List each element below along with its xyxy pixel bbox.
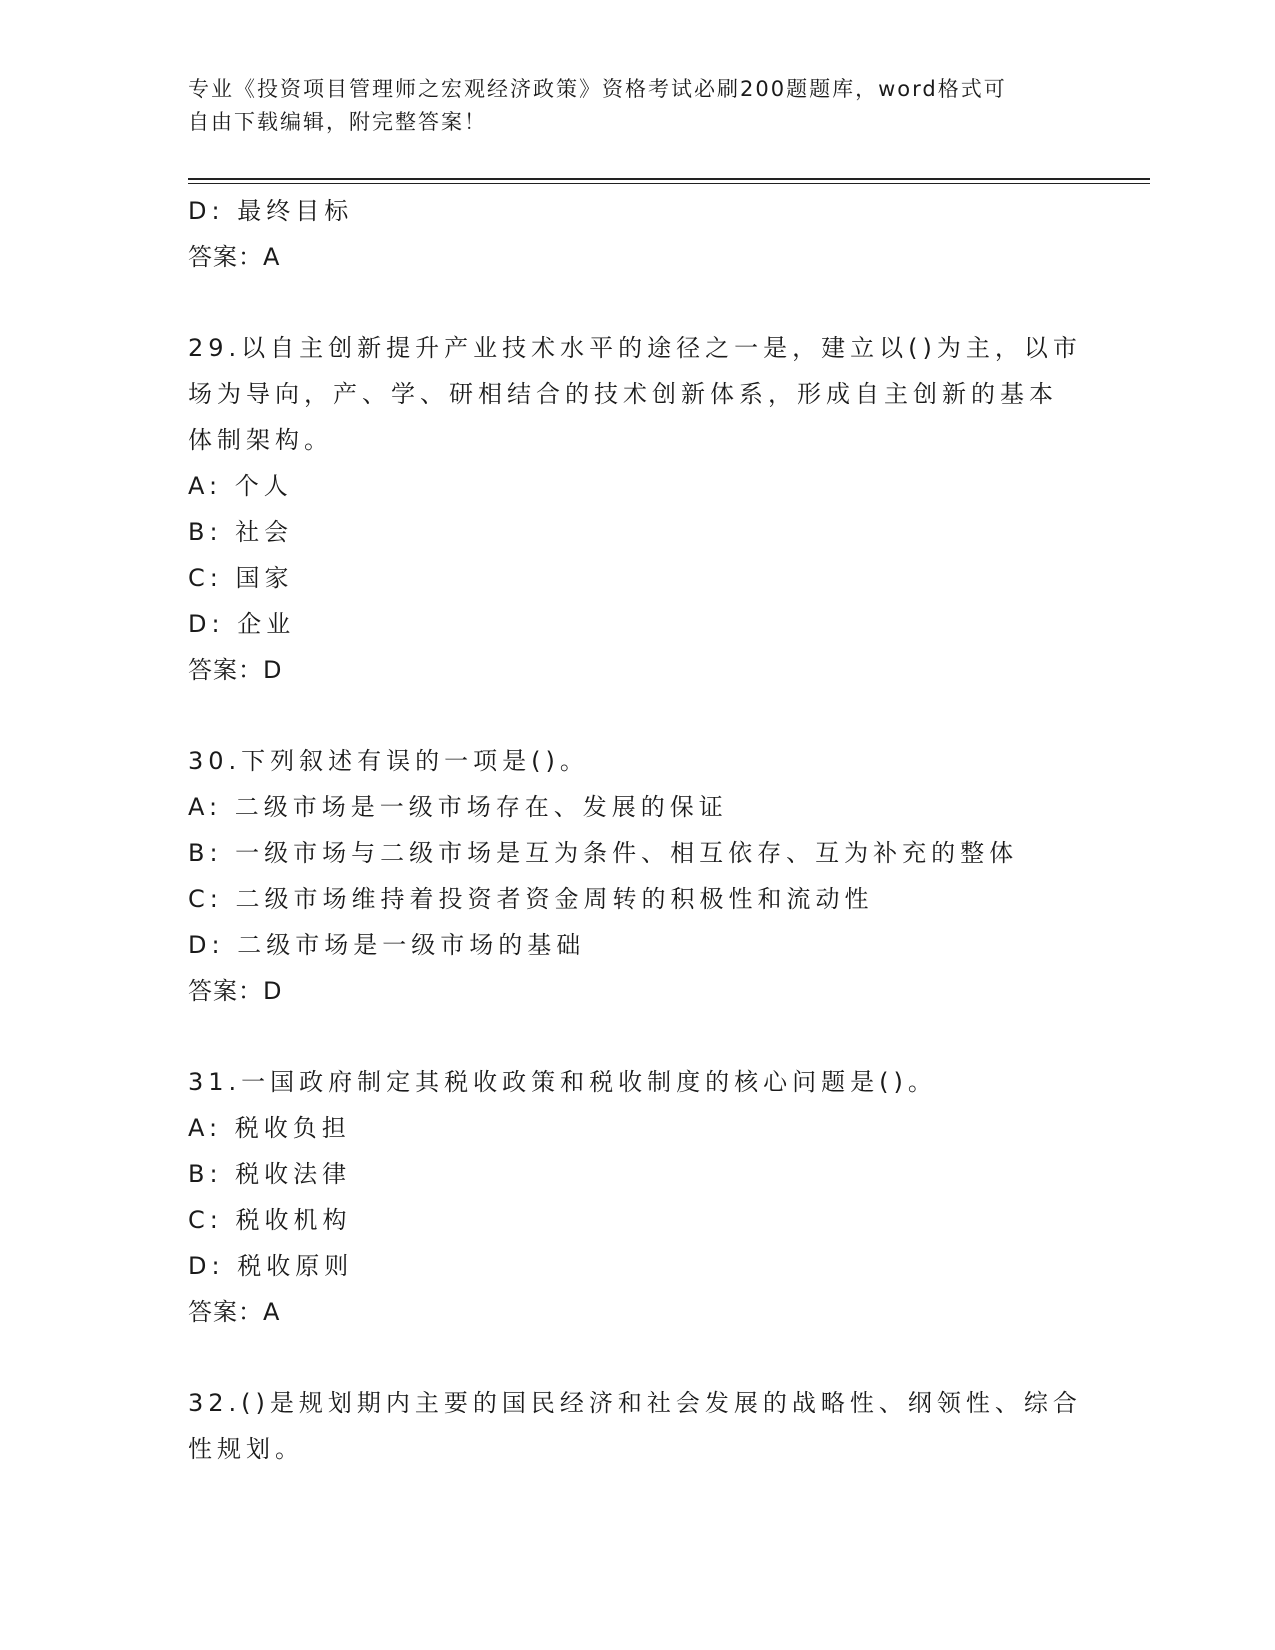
option-a: A: 个人 bbox=[188, 472, 293, 500]
header-line-1: 专业《投资项目管理师之宏观经济政策》资格考试必刷200题题库，word格式可 bbox=[188, 77, 1007, 101]
question-29 bbox=[188, 325, 1088, 693]
option-a: A: 二级市场是一级市场存在、发展的保证 bbox=[188, 793, 728, 821]
option-b: B: 一级市场与二级市场是互为条件、相互依存、互为补充的整体 bbox=[188, 839, 1019, 867]
option-d: D: 税收原则 bbox=[188, 1252, 354, 1280]
option-b: B: 社会 bbox=[188, 518, 294, 546]
question-30 bbox=[188, 738, 1088, 1014]
option-b: B: 税收法律 bbox=[188, 1160, 352, 1188]
option-d: D: 企业 bbox=[188, 610, 296, 638]
option-d: D: 二级市场是一级市场的基础 bbox=[188, 931, 586, 959]
option-c: C: 税收机构 bbox=[188, 1206, 352, 1234]
option-c: C: 二级市场维持着投资者资金周转的积极性和流动性 bbox=[188, 885, 874, 913]
answer-line: 答案：D bbox=[188, 656, 283, 684]
answer-line: 答案：A bbox=[188, 243, 281, 271]
question-stem-line: 场为导向，产、学、研相结合的技术创新体系，形成自主创新的基本 bbox=[188, 380, 1058, 408]
question-32 bbox=[188, 1380, 1088, 1472]
question-list bbox=[188, 188, 1088, 1472]
option-c: C: 国家 bbox=[188, 564, 294, 592]
question-stem-line: 体制架构。 bbox=[188, 426, 333, 454]
question-stem-line: 30.下列叙述有误的一项是()。 bbox=[188, 747, 589, 775]
option-a: A: 税收负担 bbox=[188, 1114, 351, 1142]
answer-line: 答案：D bbox=[188, 977, 283, 1005]
page-header bbox=[188, 73, 1068, 139]
question-stem-line: 31.一国政府制定其税收政策和税收制度的核心问题是()。 bbox=[188, 1068, 937, 1096]
option-d: D: 最终目标 bbox=[188, 197, 354, 225]
question-stem-line: 32.()是规划期内主要的国民经济和社会发展的战略性、纲领性、综合 bbox=[188, 1389, 1082, 1417]
question-31 bbox=[188, 1059, 1088, 1335]
header-divider-thick bbox=[188, 178, 1150, 180]
previous-question-tail bbox=[188, 188, 1088, 280]
header-line-2: 自由下载编辑，附完整答案！ bbox=[188, 110, 487, 134]
answer-line: 答案：A bbox=[188, 1298, 281, 1326]
question-stem-line: 性规划。 bbox=[188, 1435, 304, 1463]
header-divider-thin bbox=[188, 183, 1150, 184]
question-stem-line: 29.以自主创新提升产业技术水平的途径之一是，建立以()为主，以市 bbox=[188, 334, 1082, 362]
